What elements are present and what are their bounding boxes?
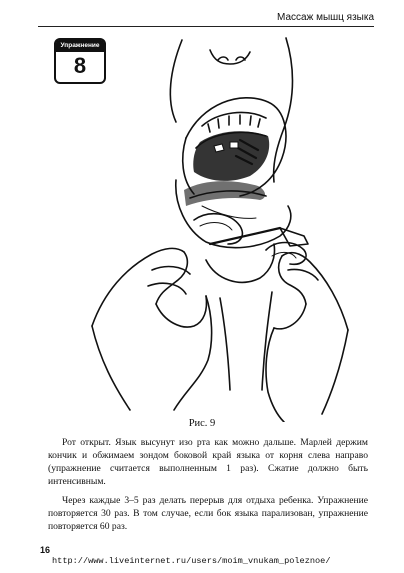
- tongue-massage-illustration: [90, 30, 350, 422]
- running-header: Массаж мышц языка: [277, 12, 374, 23]
- instruction-paragraph: Рот открыт. Язык высунут изо рта как можно дальше. Марлей держим кончик и обжимаем зондом боковой край языка от корня слева направо (упражнение считается выполненным 1 раз). Сжатие должно быть интенсивным.: [48, 437, 368, 487]
- header-rule: [38, 26, 374, 27]
- instructions-text: [48, 436, 368, 539]
- exercise-number: 8: [73, 53, 87, 78]
- instruction-paragraph: Через каждые 3–5 раз делать перерыв для отдыха ребенка. Упражнение повторяется 30 раз. В том случае, если бок языка парализован, упражнение повторяется 60 раз.: [48, 495, 368, 532]
- figure-caption: Рис. 9: [188, 418, 216, 429]
- page-number: 16: [40, 545, 51, 555]
- source-url: http://www.liveinternet.ru/users/moim_vnukam_poleznoe/: [52, 556, 331, 566]
- exercise-label: Упражнение: [56, 40, 104, 52]
